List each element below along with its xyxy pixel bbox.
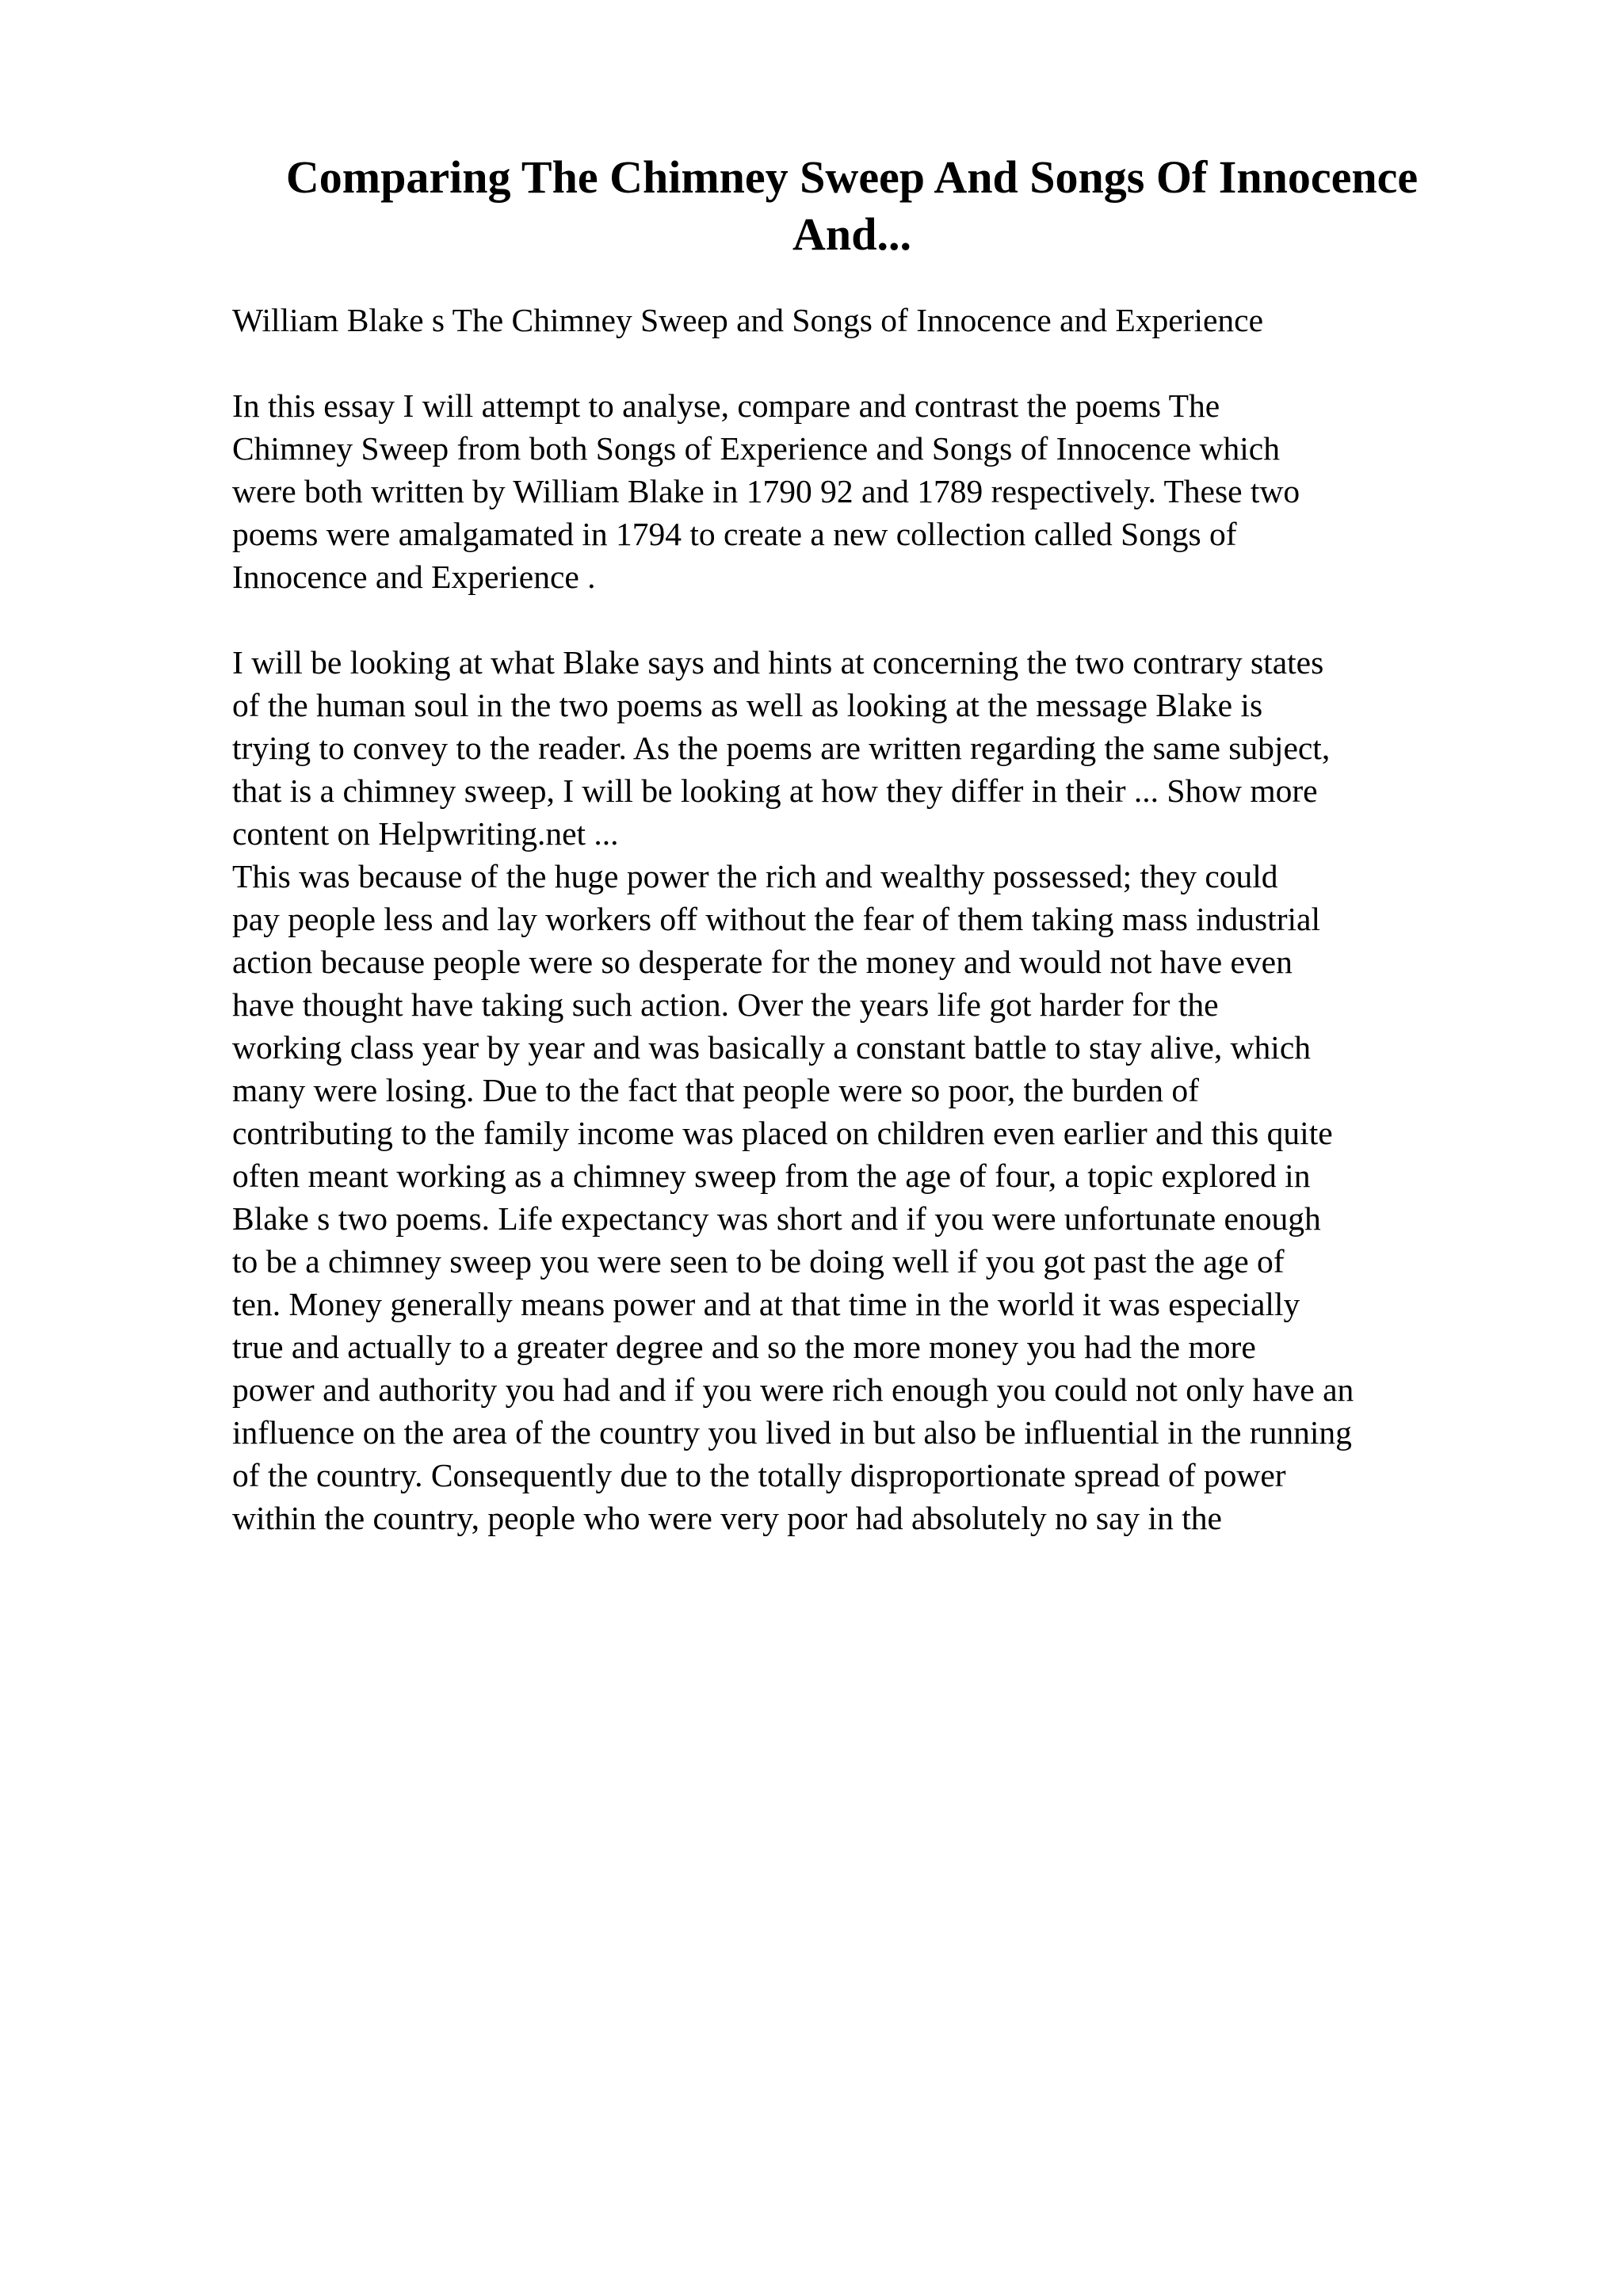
text-line: Blake s two poems. Life expectancy was short and if you were unfortunate enough bbox=[232, 1200, 1321, 1237]
text-line: Innocence and Experience . bbox=[232, 559, 596, 595]
paragraph-1 bbox=[232, 384, 1595, 598]
text-line: that is a chimney sweep, I will be looking at how they differ in their ... Show more bbox=[232, 772, 1318, 809]
text-line: I will be looking at what Blake says and hints at concerning the two contrary states bbox=[232, 644, 1324, 681]
text-line: often meant working as a chimney sweep from the age of four, a topic explored in bbox=[232, 1158, 1311, 1194]
text-line: of the country. Consequently due to the totally disproportionate spread of power bbox=[232, 1457, 1286, 1493]
paragraph-gap bbox=[232, 598, 1595, 641]
text-line: true and actually to a greater degree and so the more money you had the more bbox=[232, 1329, 1256, 1365]
text-line: influence on the area of the country you lived in but also be influential in the running bbox=[232, 1414, 1352, 1451]
text-line: within the country, people who were very poor had absolutely no say in the bbox=[232, 1500, 1222, 1536]
text-line: trying to convey to the reader. As the poems are written regarding the same subject, bbox=[232, 730, 1331, 766]
paragraph-gap bbox=[232, 341, 1595, 384]
text-line: poems were amalgamated in 1794 to create a new collection called Songs of bbox=[232, 516, 1237, 552]
text-line: content on Helpwriting.net ... bbox=[232, 815, 619, 852]
paragraph-2 bbox=[232, 641, 1595, 855]
text-line: have thought have taking such action. Over the years life got harder for the bbox=[232, 986, 1219, 1023]
text-line: action because people were so desperate for the money and would not have even bbox=[232, 944, 1293, 980]
text-line: of the human soul in the two poems as well as looking at the message Blake is bbox=[232, 687, 1263, 723]
paragraph-3 bbox=[232, 855, 1595, 1539]
text-line: contributing to the family income was placed on children even earlier and this quite bbox=[232, 1115, 1333, 1151]
document-title bbox=[230, 149, 1474, 263]
text-line: ten. Money generally means power and at that time in the world it was especially bbox=[232, 1286, 1300, 1322]
text-line: to be a chimney sweep you were seen to be doing well if you got past the age of bbox=[232, 1243, 1285, 1280]
text-line: pay people less and lay workers off without the fear of them taking mass industrial bbox=[232, 901, 1321, 937]
text-line: This was because of the huge power the rich and wealthy possessed; they could bbox=[232, 858, 1278, 894]
text-line: power and authority you had and if you were rich enough you could not only have an bbox=[232, 1371, 1354, 1408]
document-body bbox=[232, 299, 1595, 1539]
document-subtitle: William Blake s The Chimney Sweep and Songs of Innocence and Experience bbox=[232, 302, 1263, 338]
text-line: working class year by year and was basically a constant battle to stay alive, which bbox=[232, 1029, 1311, 1066]
title-line: And... bbox=[792, 208, 911, 260]
text-line: were both written by William Blake in 1790 92 and 1789 respectively. These two bbox=[232, 473, 1300, 509]
text-line: Chimney Sweep from both Songs of Experience and Songs of Innocence which bbox=[232, 430, 1280, 467]
text-line: In this essay I will attempt to analyse, compare and contrast the poems The bbox=[232, 387, 1220, 424]
text-line: many were losing. Due to the fact that people were so poor, the burden of bbox=[232, 1072, 1199, 1108]
title-line: Comparing The Chimney Sweep And Songs Of Innocence bbox=[285, 151, 1419, 203]
